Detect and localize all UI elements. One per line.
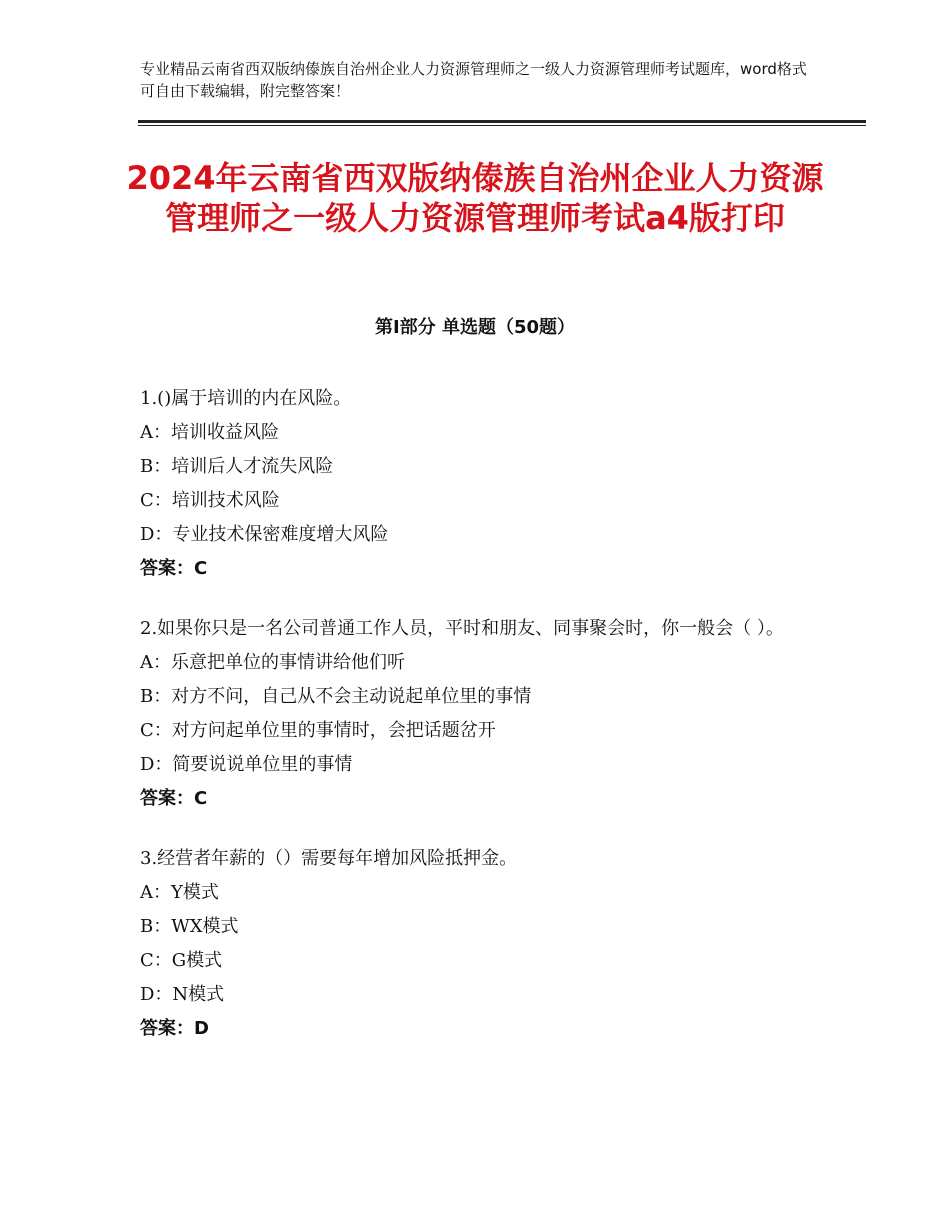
option-b: B：培训后人才流失风险 <box>140 456 334 477</box>
answer: 答案：C <box>140 558 208 579</box>
header-note: 专业精品云南省西双版纳傣族自治州企业人力资源管理师之一级人力资源管理师考试题库，word格式可自由下载编辑，附完整答案！ <box>140 60 807 100</box>
option-a: A：培训收益风险 <box>140 422 279 443</box>
question-1 <box>140 382 810 586</box>
option-b: B：对方不问，自己从不会主动说起单位里的事情 <box>140 686 532 707</box>
option-a: A：Y模式 <box>140 882 219 903</box>
option-c: C：对方问起单位里的事情时，会把话题岔开 <box>140 720 496 741</box>
header-divider-thin <box>138 125 866 126</box>
option-d: D：N模式 <box>140 984 225 1005</box>
question-stem: 1.()属于培训的内在风险。 <box>140 388 352 409</box>
document-title: 2024年云南省西双版纳傣族自治州企业人力资源管理师之一级人力资源管理师考试a4版打印 <box>126 159 824 237</box>
section-title: 第Ⅰ部分 单选题（50题） <box>374 317 575 338</box>
answer: 答案：D <box>140 1018 209 1039</box>
question-3 <box>140 842 810 1046</box>
option-d: D：专业技术保密难度增大风险 <box>140 524 389 545</box>
option-c: C：培训技术风险 <box>140 490 280 511</box>
question-2 <box>140 612 810 816</box>
answer: 答案：C <box>140 788 208 809</box>
question-stem: 3.经营者年薪的（）需要每年增加风险抵押金。 <box>140 848 518 869</box>
header-divider <box>138 120 866 123</box>
option-c: C：G模式 <box>140 950 223 971</box>
question-list <box>140 382 810 1072</box>
option-d: D：简要说说单位里的事情 <box>140 754 353 775</box>
option-b: B：WX模式 <box>140 916 239 937</box>
question-stem: 2.如果你只是一名公司普通工作人员，平时和朋友、同事聚会时，你一般会（ ）。 <box>140 618 784 639</box>
option-a: A：乐意把单位的事情讲给他们听 <box>140 652 405 673</box>
